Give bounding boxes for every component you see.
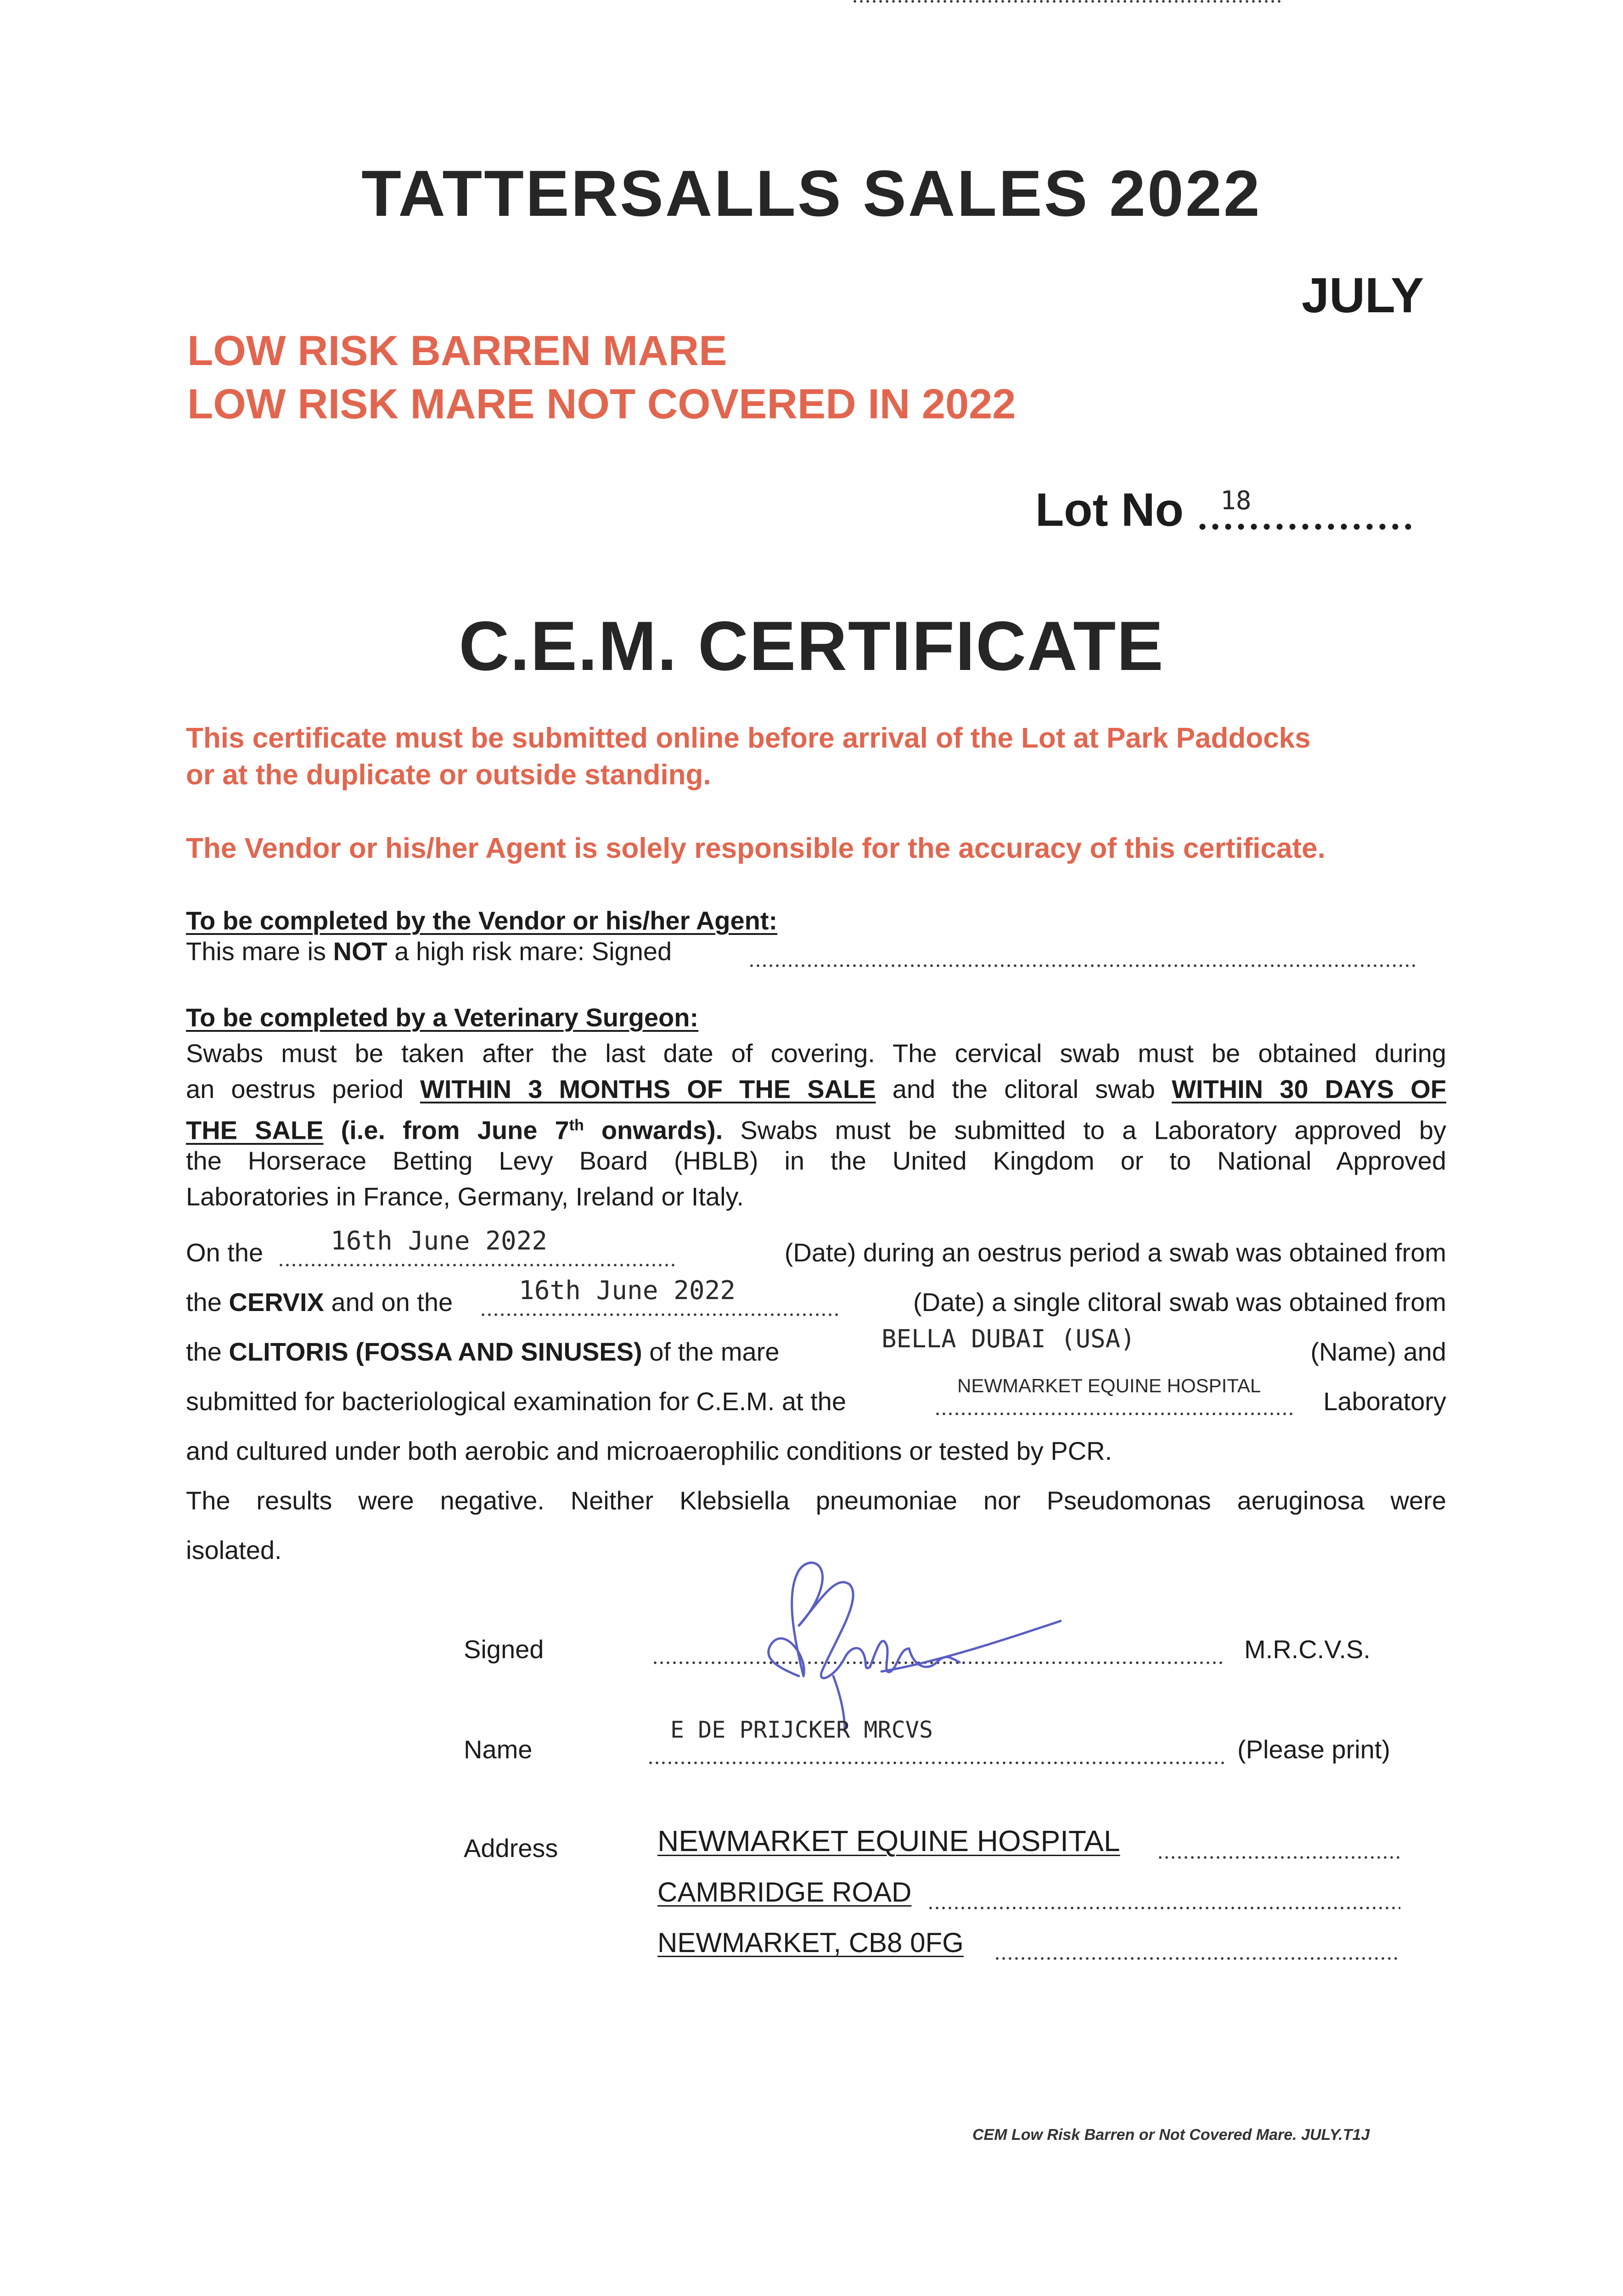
lot-number-dots	[1196, 523, 1412, 530]
the-label: the	[186, 1288, 222, 1317]
certificate-title: C.E.M. CERTIFICATE	[459, 607, 1164, 685]
sale-title: TATTERSALLS SALES 2022	[361, 157, 1262, 230]
clitoris-label: CLITORIS (FOSSA AND SINUSES)	[229, 1337, 642, 1366]
address-line-1: NEWMARKET EQUINE HOSPITAL	[657, 1824, 1120, 1857]
the-sale: THE SALE	[186, 1115, 324, 1145]
cervix-line	[186, 1284, 453, 1321]
of-the-mare-label: of the mare	[649, 1337, 780, 1366]
vet-signature-scribble	[730, 1557, 1079, 1740]
cultured-text: and cultured under both aerobic and microaerophilic conditions or tested by PCR.	[186, 1436, 1112, 1465]
clitoral-date-value: 16th June 2022	[519, 1276, 736, 1306]
superscript-th: th	[569, 1116, 584, 1134]
vet-line2-pre: an oestrus period	[186, 1075, 420, 1103]
mare-name-field[interactable]	[852, 0, 1281, 3]
lot-number-value: 18	[1220, 486, 1252, 516]
name-label: Name	[464, 1735, 533, 1764]
lot-number-label: Lot No	[1035, 484, 1184, 536]
cervix-date-field[interactable]	[278, 1264, 677, 1266]
date-label-1: (Date) during an oestrus period a swab was obtained from	[784, 1238, 1446, 1267]
address-line-3-dots[interactable]	[994, 1957, 1400, 1960]
vet-instructions-line-4: the Horserace Betting Levy Board (HBLB) in the United Kingdom or to National Approved	[186, 1146, 1446, 1175]
vet-section-heading: To be completed by a Veterinary Surgeon:	[186, 1003, 699, 1032]
vet-instructions-line-5: Laboratories in France, Germany, Ireland or Italy.	[186, 1182, 744, 1211]
laboratory-field[interactable]	[934, 1412, 1292, 1415]
clitoral-date-field[interactable]	[480, 1313, 838, 1316]
address-label: Address	[464, 1834, 558, 1863]
category-line-1: LOW RISK BARREN MARE	[187, 327, 727, 374]
signed-label: Signed	[464, 1635, 544, 1664]
cervix-label: CERVIX	[229, 1288, 324, 1317]
the-label-2: the	[186, 1337, 222, 1366]
vendor-text-post: a high risk mare: Signed	[387, 937, 672, 966]
vet-instructions-line-2	[186, 1071, 1446, 1108]
address-line-2-dots[interactable]	[927, 1907, 1400, 1909]
results-line-1: The results were negative. Neither Klebsiella pneumoniae nor Pseudomonas aeruginosa were	[186, 1486, 1446, 1515]
please-print-label: (Please print)	[1237, 1735, 1391, 1764]
vet-line3-post: Swabs must be submitted to a Laboratory approved by	[723, 1115, 1447, 1145]
vendor-statement	[186, 933, 672, 970]
address-line-2: CAMBRIDGE ROAD	[657, 1877, 912, 1908]
laboratory-label: Laboratory	[1323, 1387, 1446, 1416]
laboratory-name-value: NEWMARKET EQUINE HOSPITAL	[957, 1375, 1261, 1396]
date-label-2: (Date) a single clitoral swab was obtained from	[913, 1288, 1446, 1317]
cervix-date-value: 16th June 2022	[331, 1226, 548, 1256]
clitoris-line	[186, 1334, 779, 1370]
within-30-days: WITHIN 30 DAYS OF	[1172, 1075, 1447, 1103]
on-the-label: On the	[186, 1238, 264, 1267]
notice-vendor-responsibility: The Vendor or his/her Agent is solely responsible for the accuracy of this certificate.	[186, 833, 1325, 864]
from-june: (i.e. from June 7	[323, 1115, 569, 1145]
notice-submit-online: This certificate must be submitted online before arrival of the Lot at Park Paddocks	[186, 722, 1311, 754]
onwards: onwards).	[584, 1115, 723, 1145]
sale-month: JULY	[1302, 267, 1424, 323]
submitted-text: submitted for bacteriological examination for C.E.M. at the	[186, 1387, 847, 1416]
and-on-the-label: and on the	[331, 1288, 453, 1317]
notice-duplicate-standing: or at the duplicate or outside standing.	[186, 759, 711, 791]
vet-name-field[interactable]	[647, 1761, 1226, 1764]
vendor-signature-field[interactable]	[748, 964, 1419, 967]
address-line-1-dots[interactable]	[1157, 1856, 1400, 1859]
name-label-and: (Name) and	[1310, 1337, 1446, 1366]
vendor-text-bold: NOT	[333, 937, 387, 966]
form-code-footer: CEM Low Risk Barren or Not Covered Mare. JULY.T1J	[972, 2126, 1370, 2144]
mrcvs-label: M.R.C.V.S.	[1244, 1635, 1370, 1664]
address-line-3: NEWMARKET, CB8 0FG	[657, 1927, 964, 1958]
vet-name-value: E DE PRIJCKER MRCVS	[670, 1716, 933, 1743]
vendor-section-heading: To be completed by the Vendor or his/her Agent:	[186, 906, 778, 935]
within-3-months: WITHIN 3 MONTHS OF THE SALE	[420, 1075, 876, 1103]
category-line-2: LOW RISK MARE NOT COVERED IN 2022	[187, 381, 1016, 428]
vet-instructions-line-1: Swabs must be taken after the last date of covering. The cervical swab must be obtained during	[186, 1039, 1446, 1068]
vendor-text-pre: This mare is	[186, 937, 333, 966]
vet-line2-mid: and the clitoral swab	[876, 1075, 1172, 1103]
mare-name-value: BELLA DUBAI (USA)	[882, 1324, 1135, 1353]
results-line-2: isolated.	[186, 1536, 282, 1564]
